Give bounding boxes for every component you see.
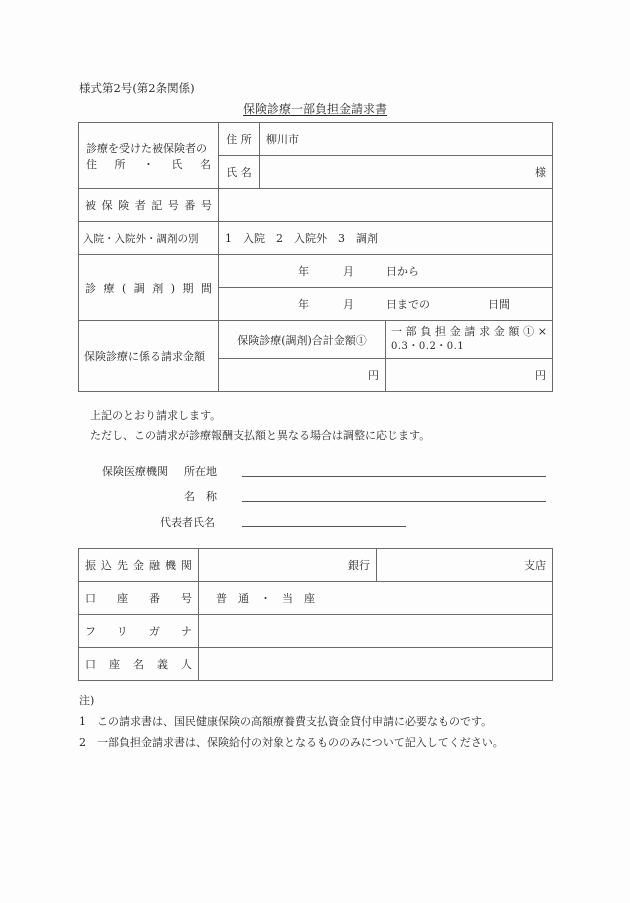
insured-label-cell: [79, 123, 219, 189]
partial-amount-label-line2: 0.3・0.2・0.1: [391, 341, 465, 353]
period-to-month: 月: [343, 298, 354, 311]
form-number: 様式第2号(第2条関係): [79, 81, 195, 95]
note-item: 2 一部負担金請求書は、保険給付の対象となるもののみについて記入してください。: [79, 736, 504, 749]
location-label: 所在地: [184, 465, 217, 478]
bank-label: 振込先金融機関: [79, 549, 199, 582]
period-from-field[interactable]: [219, 255, 553, 288]
account-type[interactable]: 普 通 ・ 当 座: [216, 592, 315, 605]
period-to-day: 日までの: [386, 298, 430, 311]
category-label: 入院・入院外・調剤の別: [79, 222, 219, 255]
insured-label-line1: 診療を受けた被保険者の: [86, 141, 207, 155]
furigana-field[interactable]: [199, 615, 553, 648]
partial-amount-field[interactable]: [386, 359, 553, 392]
address-label: 住 所: [219, 123, 260, 156]
period-to-field[interactable]: [219, 288, 553, 321]
title-text: 保険診療一部負担金請求書: [242, 102, 387, 116]
partial-amount-label: [386, 321, 553, 359]
insured-number-label: 被保険者記号番号: [79, 189, 219, 222]
furigana-label: フリガナ: [79, 615, 199, 648]
account-number-label: 口座番号: [79, 582, 199, 615]
period-days: 日間: [488, 298, 510, 311]
name-suffix: 様: [535, 166, 546, 179]
period-to-year: 年: [298, 298, 309, 311]
institution-name-line[interactable]: [242, 501, 546, 502]
insured-number-field[interactable]: [219, 189, 553, 222]
notes-heading: 注): [79, 694, 95, 707]
period-from-year: 年: [298, 265, 309, 278]
address-field[interactable]: 柳川市: [260, 123, 553, 156]
document-title: [0, 100, 630, 117]
statement-line1: 上記のとおり請求します。: [90, 409, 222, 422]
bank-info-table: [78, 548, 553, 681]
account-holder-label: 口座名義人: [79, 648, 199, 681]
period-label: 診療(調剤)期間: [79, 255, 219, 321]
period-from-day: 日から: [386, 265, 419, 278]
partial-amount-yen: 円: [535, 369, 546, 382]
name-label: 氏 名: [219, 156, 260, 189]
institution-name-label: 名 称: [184, 490, 217, 503]
partial-amount-label-line1: 一部負担金請求金額①×: [391, 325, 547, 339]
insured-label-line2: 住 所 ・ 氏 名: [86, 157, 211, 171]
insured-info-table: [78, 122, 553, 392]
category-options[interactable]: 1 入院 2 入院外 3 調剤: [219, 222, 553, 255]
bank-field[interactable]: [199, 549, 377, 582]
representative-label: 代表者氏名: [160, 516, 215, 529]
period-from-month: 月: [343, 265, 354, 278]
name-field[interactable]: [260, 156, 553, 189]
location-line[interactable]: [242, 476, 546, 477]
branch-field[interactable]: [377, 549, 553, 582]
bank-suffix: 銀行: [348, 559, 370, 572]
account-holder-field[interactable]: [199, 648, 553, 681]
statement-line2: ただし、この請求が診療報酬支払額と異なる場合は調整に応じます。: [90, 429, 431, 442]
account-number-field[interactable]: [199, 582, 553, 615]
total-amount-label: 保険診療(調剤)合計金額①: [219, 321, 386, 359]
total-amount-field[interactable]: [219, 359, 386, 392]
total-amount-yen: 円: [368, 369, 379, 382]
branch-suffix: 支店: [524, 559, 546, 572]
institution-heading: 保険医療機関: [102, 465, 168, 478]
representative-line[interactable]: [242, 526, 406, 527]
note-item: 1 この請求書は、国民健康保険の高額療養費支払資金貸付申請に必要なものです。: [79, 715, 493, 728]
amount-label: 保険診療に係る請求金額: [79, 321, 219, 392]
